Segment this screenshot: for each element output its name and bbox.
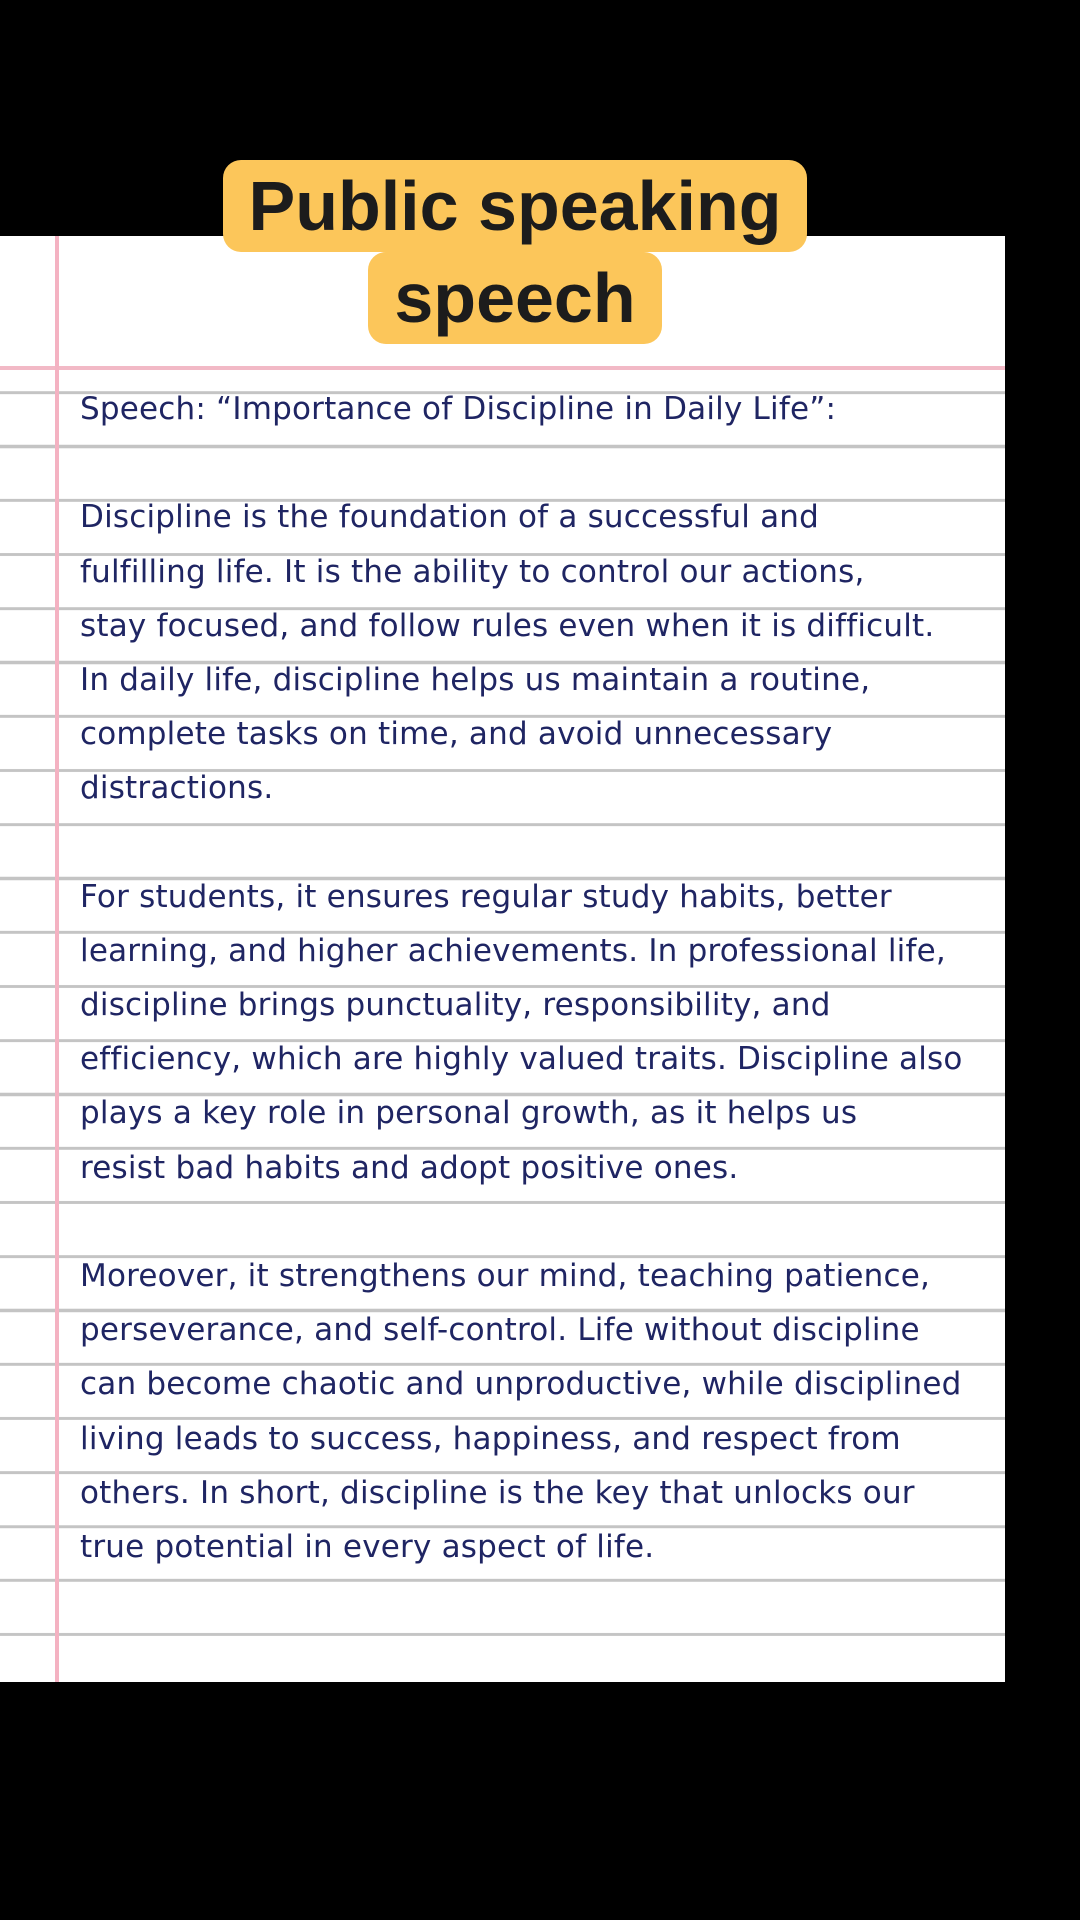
margin-line	[55, 236, 59, 1682]
title-caption	[0, 160, 1030, 344]
text-line: For students, it ensures regular study habits, better	[80, 878, 892, 915]
speech-heading: Speech: “Importance of Discipline in Daily Life”:	[80, 391, 837, 427]
text-line: perseverance, and self-control. Life without discipline	[80, 1312, 920, 1349]
text-line: discipline brings punctuality, responsibility, and	[80, 987, 831, 1024]
text-line: stay focused, and follow rules even when it is difficult.	[80, 607, 935, 644]
text-line: distractions.	[80, 770, 274, 807]
title-line-2: speech	[368, 252, 661, 344]
blank-line	[80, 436, 1000, 490]
paragraph-1	[80, 490, 1000, 815]
text-line: can become chaotic and unproductive, while disciplined	[80, 1366, 962, 1403]
paragraph-2	[80, 870, 1000, 1195]
text-line: resist bad habits and adopt positive ones.	[80, 1149, 739, 1186]
text-line: Discipline is the foundation of a successful and	[80, 499, 819, 536]
text-line: complete tasks on time, and avoid unnecessary	[80, 716, 833, 753]
paragraph-3	[80, 1249, 1000, 1574]
text-line: fulfilling life. It is the ability to control our actions,	[80, 553, 865, 590]
speech-text	[80, 382, 1000, 1574]
blank-line	[80, 1195, 1000, 1249]
header-rule-line	[0, 366, 1005, 370]
blank-line	[80, 816, 1000, 870]
text-line: efficiency, which are highly valued traits. Discipline also	[80, 1041, 963, 1078]
text-line: In daily life, discipline helps us maintain a routine,	[80, 661, 871, 698]
text-line: learning, and higher achievements. In professional life,	[80, 932, 946, 969]
text-line: true potential in every aspect of life.	[80, 1528, 655, 1565]
text-line: Moreover, it strengthens our mind, teaching patience,	[80, 1258, 931, 1294]
text-line: plays a key role in personal growth, as it helps us	[80, 1095, 858, 1132]
text-line: living leads to success, happiness, and respect from	[80, 1420, 901, 1457]
text-line: others. In short, discipline is the key that unlocks our	[80, 1474, 915, 1511]
title-line-1: Public speaking	[223, 160, 808, 252]
